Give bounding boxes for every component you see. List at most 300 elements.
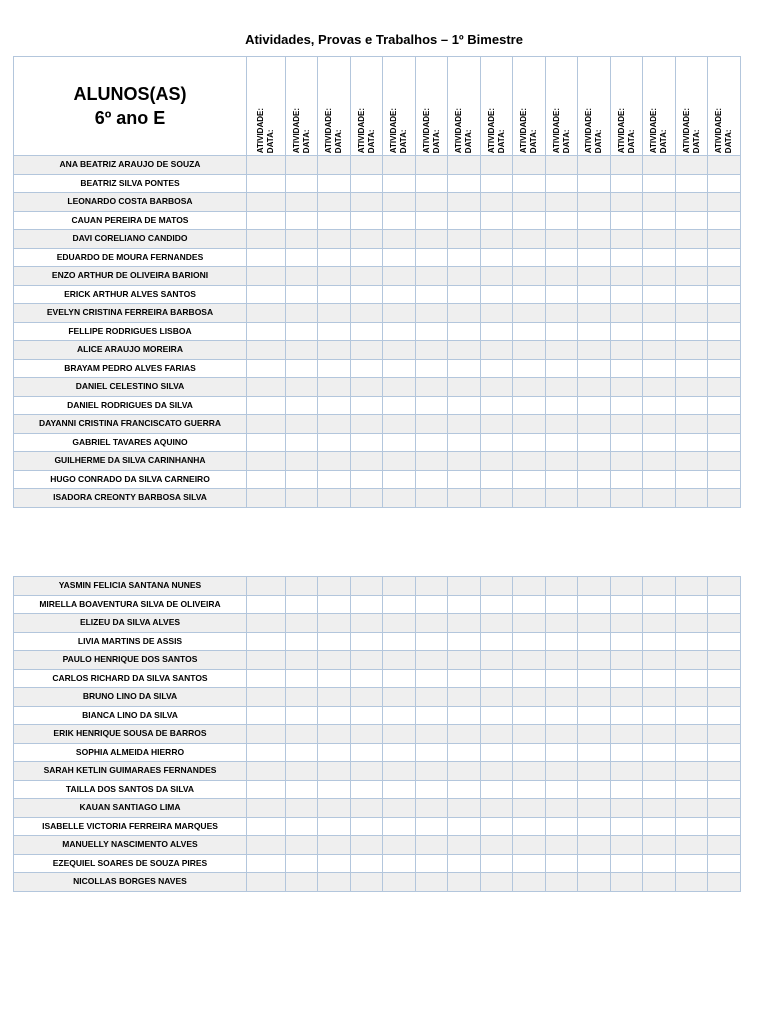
grade-cell[interactable] xyxy=(513,174,546,193)
grade-cell[interactable] xyxy=(481,873,513,892)
grade-cell[interactable] xyxy=(643,230,676,249)
grade-cell[interactable] xyxy=(578,156,611,175)
grade-cell[interactable] xyxy=(546,396,578,415)
grade-cell[interactable] xyxy=(676,211,708,230)
grade-cell[interactable] xyxy=(546,817,578,836)
grade-cell[interactable] xyxy=(286,230,318,249)
grade-cell[interactable] xyxy=(383,836,416,855)
grade-cell[interactable] xyxy=(578,651,611,670)
grade-cell[interactable] xyxy=(513,378,546,397)
grade-cell[interactable] xyxy=(416,854,448,873)
grade-cell[interactable] xyxy=(318,415,351,434)
grade-cell[interactable] xyxy=(318,285,351,304)
grade-cell[interactable] xyxy=(643,780,676,799)
grade-cell[interactable] xyxy=(448,651,481,670)
grade-cell[interactable] xyxy=(247,743,286,762)
grade-cell[interactable] xyxy=(481,433,513,452)
grade-cell[interactable] xyxy=(448,304,481,323)
grade-cell[interactable] xyxy=(286,669,318,688)
grade-cell[interactable] xyxy=(351,725,383,744)
grade-cell[interactable] xyxy=(383,341,416,360)
grade-cell[interactable] xyxy=(247,873,286,892)
grade-cell[interactable] xyxy=(286,743,318,762)
grade-cell[interactable] xyxy=(481,577,513,596)
grade-cell[interactable] xyxy=(318,799,351,818)
grade-cell[interactable] xyxy=(481,614,513,633)
grade-cell[interactable] xyxy=(611,817,643,836)
grade-cell[interactable] xyxy=(448,873,481,892)
grade-cell[interactable] xyxy=(247,817,286,836)
grade-cell[interactable] xyxy=(383,743,416,762)
grade-cell[interactable] xyxy=(676,614,708,633)
grade-cell[interactable] xyxy=(546,854,578,873)
grade-cell[interactable] xyxy=(546,632,578,651)
grade-cell[interactable] xyxy=(611,267,643,286)
grade-cell[interactable] xyxy=(318,267,351,286)
grade-cell[interactable] xyxy=(448,156,481,175)
grade-cell[interactable] xyxy=(448,799,481,818)
grade-cell[interactable] xyxy=(578,743,611,762)
grade-cell[interactable] xyxy=(383,174,416,193)
grade-cell[interactable] xyxy=(416,817,448,836)
grade-cell[interactable] xyxy=(481,836,513,855)
grade-cell[interactable] xyxy=(481,799,513,818)
grade-cell[interactable] xyxy=(383,304,416,323)
grade-cell[interactable] xyxy=(676,706,708,725)
grade-cell[interactable] xyxy=(578,799,611,818)
grade-cell[interactable] xyxy=(643,341,676,360)
grade-cell[interactable] xyxy=(416,651,448,670)
grade-cell[interactable] xyxy=(318,725,351,744)
grade-cell[interactable] xyxy=(708,174,741,193)
grade-cell[interactable] xyxy=(247,433,286,452)
grade-cell[interactable] xyxy=(286,780,318,799)
grade-cell[interactable] xyxy=(448,854,481,873)
grade-cell[interactable] xyxy=(448,193,481,212)
grade-cell[interactable] xyxy=(481,706,513,725)
grade-cell[interactable] xyxy=(643,396,676,415)
grade-cell[interactable] xyxy=(351,873,383,892)
grade-cell[interactable] xyxy=(611,489,643,508)
grade-cell[interactable] xyxy=(643,706,676,725)
grade-cell[interactable] xyxy=(351,267,383,286)
grade-cell[interactable] xyxy=(513,799,546,818)
grade-cell[interactable] xyxy=(676,799,708,818)
grade-cell[interactable] xyxy=(286,341,318,360)
grade-cell[interactable] xyxy=(513,433,546,452)
grade-cell[interactable] xyxy=(247,725,286,744)
grade-cell[interactable] xyxy=(611,762,643,781)
grade-cell[interactable] xyxy=(708,836,741,855)
grade-cell[interactable] xyxy=(416,230,448,249)
grade-cell[interactable] xyxy=(481,267,513,286)
grade-cell[interactable] xyxy=(708,854,741,873)
grade-cell[interactable] xyxy=(383,873,416,892)
grade-cell[interactable] xyxy=(611,341,643,360)
grade-cell[interactable] xyxy=(708,817,741,836)
grade-cell[interactable] xyxy=(513,452,546,471)
grade-cell[interactable] xyxy=(351,651,383,670)
grade-cell[interactable] xyxy=(481,285,513,304)
grade-cell[interactable] xyxy=(546,378,578,397)
grade-cell[interactable] xyxy=(351,577,383,596)
grade-cell[interactable] xyxy=(448,285,481,304)
grade-cell[interactable] xyxy=(318,341,351,360)
grade-cell[interactable] xyxy=(448,489,481,508)
grade-cell[interactable] xyxy=(286,415,318,434)
grade-cell[interactable] xyxy=(448,470,481,489)
grade-cell[interactable] xyxy=(416,285,448,304)
grade-cell[interactable] xyxy=(383,817,416,836)
grade-cell[interactable] xyxy=(481,762,513,781)
grade-cell[interactable] xyxy=(448,595,481,614)
grade-cell[interactable] xyxy=(351,595,383,614)
grade-cell[interactable] xyxy=(578,193,611,212)
grade-cell[interactable] xyxy=(318,359,351,378)
grade-cell[interactable] xyxy=(448,433,481,452)
grade-cell[interactable] xyxy=(286,651,318,670)
grade-cell[interactable] xyxy=(416,688,448,707)
grade-cell[interactable] xyxy=(351,669,383,688)
grade-cell[interactable] xyxy=(318,378,351,397)
grade-cell[interactable] xyxy=(513,470,546,489)
grade-cell[interactable] xyxy=(676,230,708,249)
grade-cell[interactable] xyxy=(611,285,643,304)
grade-cell[interactable] xyxy=(416,248,448,267)
grade-cell[interactable] xyxy=(247,174,286,193)
grade-cell[interactable] xyxy=(611,470,643,489)
grade-cell[interactable] xyxy=(676,433,708,452)
grade-cell[interactable] xyxy=(578,230,611,249)
grade-cell[interactable] xyxy=(318,489,351,508)
grade-cell[interactable] xyxy=(578,614,611,633)
grade-cell[interactable] xyxy=(383,396,416,415)
grade-cell[interactable] xyxy=(416,780,448,799)
grade-cell[interactable] xyxy=(318,706,351,725)
grade-cell[interactable] xyxy=(247,193,286,212)
grade-cell[interactable] xyxy=(383,762,416,781)
grade-cell[interactable] xyxy=(481,854,513,873)
grade-cell[interactable] xyxy=(481,780,513,799)
grade-cell[interactable] xyxy=(513,267,546,286)
grade-cell[interactable] xyxy=(611,595,643,614)
grade-cell[interactable] xyxy=(383,193,416,212)
grade-cell[interactable] xyxy=(448,669,481,688)
grade-cell[interactable] xyxy=(351,285,383,304)
grade-cell[interactable] xyxy=(546,743,578,762)
grade-cell[interactable] xyxy=(318,230,351,249)
grade-cell[interactable] xyxy=(318,193,351,212)
grade-cell[interactable] xyxy=(481,359,513,378)
grade-cell[interactable] xyxy=(611,873,643,892)
grade-cell[interactable] xyxy=(578,341,611,360)
grade-cell[interactable] xyxy=(383,322,416,341)
grade-cell[interactable] xyxy=(416,595,448,614)
grade-cell[interactable] xyxy=(481,322,513,341)
grade-cell[interactable] xyxy=(578,248,611,267)
grade-cell[interactable] xyxy=(247,211,286,230)
grade-cell[interactable] xyxy=(676,854,708,873)
grade-cell[interactable] xyxy=(286,285,318,304)
grade-cell[interactable] xyxy=(448,322,481,341)
grade-cell[interactable] xyxy=(416,193,448,212)
grade-cell[interactable] xyxy=(351,706,383,725)
grade-cell[interactable] xyxy=(513,193,546,212)
grade-cell[interactable] xyxy=(513,669,546,688)
grade-cell[interactable] xyxy=(448,632,481,651)
grade-cell[interactable] xyxy=(708,651,741,670)
grade-cell[interactable] xyxy=(643,248,676,267)
grade-cell[interactable] xyxy=(643,193,676,212)
grade-cell[interactable] xyxy=(383,489,416,508)
grade-cell[interactable] xyxy=(318,836,351,855)
grade-cell[interactable] xyxy=(513,415,546,434)
grade-cell[interactable] xyxy=(481,415,513,434)
grade-cell[interactable] xyxy=(318,452,351,471)
grade-cell[interactable] xyxy=(351,614,383,633)
grade-cell[interactable] xyxy=(546,359,578,378)
grade-cell[interactable] xyxy=(708,285,741,304)
grade-cell[interactable] xyxy=(247,322,286,341)
grade-cell[interactable] xyxy=(247,651,286,670)
grade-cell[interactable] xyxy=(513,248,546,267)
grade-cell[interactable] xyxy=(676,378,708,397)
grade-cell[interactable] xyxy=(611,854,643,873)
grade-cell[interactable] xyxy=(247,854,286,873)
grade-cell[interactable] xyxy=(708,304,741,323)
grade-cell[interactable] xyxy=(247,341,286,360)
grade-cell[interactable] xyxy=(611,230,643,249)
grade-cell[interactable] xyxy=(286,267,318,286)
grade-cell[interactable] xyxy=(481,248,513,267)
grade-cell[interactable] xyxy=(481,669,513,688)
grade-cell[interactable] xyxy=(318,595,351,614)
grade-cell[interactable] xyxy=(286,725,318,744)
grade-cell[interactable] xyxy=(448,725,481,744)
grade-cell[interactable] xyxy=(448,452,481,471)
grade-cell[interactable] xyxy=(416,632,448,651)
grade-cell[interactable] xyxy=(318,396,351,415)
grade-cell[interactable] xyxy=(247,267,286,286)
grade-cell[interactable] xyxy=(708,267,741,286)
grade-cell[interactable] xyxy=(546,452,578,471)
grade-cell[interactable] xyxy=(676,817,708,836)
grade-cell[interactable] xyxy=(286,854,318,873)
grade-cell[interactable] xyxy=(481,470,513,489)
grade-cell[interactable] xyxy=(247,706,286,725)
grade-cell[interactable] xyxy=(578,211,611,230)
grade-cell[interactable] xyxy=(416,433,448,452)
grade-cell[interactable] xyxy=(708,322,741,341)
grade-cell[interactable] xyxy=(286,359,318,378)
grade-cell[interactable] xyxy=(643,211,676,230)
grade-cell[interactable] xyxy=(676,651,708,670)
grade-cell[interactable] xyxy=(247,780,286,799)
grade-cell[interactable] xyxy=(247,359,286,378)
grade-cell[interactable] xyxy=(247,688,286,707)
grade-cell[interactable] xyxy=(578,174,611,193)
grade-cell[interactable] xyxy=(247,762,286,781)
grade-cell[interactable] xyxy=(546,156,578,175)
grade-cell[interactable] xyxy=(351,359,383,378)
grade-cell[interactable] xyxy=(351,415,383,434)
grade-cell[interactable] xyxy=(351,433,383,452)
grade-cell[interactable] xyxy=(546,415,578,434)
grade-cell[interactable] xyxy=(611,396,643,415)
grade-cell[interactable] xyxy=(351,193,383,212)
grade-cell[interactable] xyxy=(286,873,318,892)
grade-cell[interactable] xyxy=(481,396,513,415)
grade-cell[interactable] xyxy=(416,762,448,781)
grade-cell[interactable] xyxy=(676,248,708,267)
grade-cell[interactable] xyxy=(318,577,351,596)
grade-cell[interactable] xyxy=(247,632,286,651)
grade-cell[interactable] xyxy=(383,230,416,249)
grade-cell[interactable] xyxy=(578,706,611,725)
grade-cell[interactable] xyxy=(318,174,351,193)
grade-cell[interactable] xyxy=(546,193,578,212)
grade-cell[interactable] xyxy=(416,470,448,489)
grade-cell[interactable] xyxy=(676,396,708,415)
grade-cell[interactable] xyxy=(286,489,318,508)
grade-cell[interactable] xyxy=(513,614,546,633)
grade-cell[interactable] xyxy=(643,156,676,175)
grade-cell[interactable] xyxy=(286,614,318,633)
grade-cell[interactable] xyxy=(546,595,578,614)
grade-cell[interactable] xyxy=(448,817,481,836)
grade-cell[interactable] xyxy=(383,854,416,873)
grade-cell[interactable] xyxy=(351,322,383,341)
grade-cell[interactable] xyxy=(383,378,416,397)
grade-cell[interactable] xyxy=(643,614,676,633)
grade-cell[interactable] xyxy=(643,322,676,341)
grade-cell[interactable] xyxy=(546,725,578,744)
grade-cell[interactable] xyxy=(481,230,513,249)
grade-cell[interactable] xyxy=(546,799,578,818)
grade-cell[interactable] xyxy=(286,433,318,452)
grade-cell[interactable] xyxy=(611,304,643,323)
grade-cell[interactable] xyxy=(481,304,513,323)
grade-cell[interactable] xyxy=(286,304,318,323)
grade-cell[interactable] xyxy=(318,817,351,836)
grade-cell[interactable] xyxy=(448,396,481,415)
grade-cell[interactable] xyxy=(416,341,448,360)
grade-cell[interactable] xyxy=(448,762,481,781)
grade-cell[interactable] xyxy=(383,248,416,267)
grade-cell[interactable] xyxy=(481,156,513,175)
grade-cell[interactable] xyxy=(351,799,383,818)
grade-cell[interactable] xyxy=(247,836,286,855)
grade-cell[interactable] xyxy=(416,396,448,415)
grade-cell[interactable] xyxy=(546,248,578,267)
grade-cell[interactable] xyxy=(611,156,643,175)
grade-cell[interactable] xyxy=(448,359,481,378)
grade-cell[interactable] xyxy=(643,452,676,471)
grade-cell[interactable] xyxy=(611,452,643,471)
grade-cell[interactable] xyxy=(611,651,643,670)
grade-cell[interactable] xyxy=(247,304,286,323)
grade-cell[interactable] xyxy=(546,489,578,508)
grade-cell[interactable] xyxy=(513,762,546,781)
grade-cell[interactable] xyxy=(286,595,318,614)
grade-cell[interactable] xyxy=(708,378,741,397)
grade-cell[interactable] xyxy=(513,595,546,614)
grade-cell[interactable] xyxy=(643,725,676,744)
grade-cell[interactable] xyxy=(351,632,383,651)
grade-cell[interactable] xyxy=(513,725,546,744)
grade-cell[interactable] xyxy=(643,489,676,508)
grade-cell[interactable] xyxy=(708,669,741,688)
grade-cell[interactable] xyxy=(448,174,481,193)
grade-cell[interactable] xyxy=(578,415,611,434)
grade-cell[interactable] xyxy=(676,322,708,341)
grade-cell[interactable] xyxy=(643,854,676,873)
grade-cell[interactable] xyxy=(708,396,741,415)
grade-cell[interactable] xyxy=(383,285,416,304)
grade-cell[interactable] xyxy=(546,174,578,193)
grade-cell[interactable] xyxy=(676,452,708,471)
grade-cell[interactable] xyxy=(708,762,741,781)
grade-cell[interactable] xyxy=(383,211,416,230)
grade-cell[interactable] xyxy=(676,156,708,175)
grade-cell[interactable] xyxy=(247,614,286,633)
grade-cell[interactable] xyxy=(708,156,741,175)
grade-cell[interactable] xyxy=(611,193,643,212)
grade-cell[interactable] xyxy=(247,378,286,397)
grade-cell[interactable] xyxy=(481,632,513,651)
grade-cell[interactable] xyxy=(286,322,318,341)
grade-cell[interactable] xyxy=(546,211,578,230)
grade-cell[interactable] xyxy=(481,211,513,230)
grade-cell[interactable] xyxy=(416,322,448,341)
grade-cell[interactable] xyxy=(383,706,416,725)
grade-cell[interactable] xyxy=(578,452,611,471)
grade-cell[interactable] xyxy=(578,577,611,596)
grade-cell[interactable] xyxy=(383,632,416,651)
grade-cell[interactable] xyxy=(611,433,643,452)
grade-cell[interactable] xyxy=(481,817,513,836)
grade-cell[interactable] xyxy=(351,304,383,323)
grade-cell[interactable] xyxy=(676,595,708,614)
grade-cell[interactable] xyxy=(416,577,448,596)
grade-cell[interactable] xyxy=(481,489,513,508)
grade-cell[interactable] xyxy=(383,577,416,596)
grade-cell[interactable] xyxy=(546,341,578,360)
grade-cell[interactable] xyxy=(676,285,708,304)
grade-cell[interactable] xyxy=(708,489,741,508)
grade-cell[interactable] xyxy=(676,743,708,762)
grade-cell[interactable] xyxy=(318,669,351,688)
grade-cell[interactable] xyxy=(351,836,383,855)
grade-cell[interactable] xyxy=(416,614,448,633)
grade-cell[interactable] xyxy=(513,632,546,651)
grade-cell[interactable] xyxy=(611,577,643,596)
grade-cell[interactable] xyxy=(318,632,351,651)
grade-cell[interactable] xyxy=(513,817,546,836)
grade-cell[interactable] xyxy=(351,341,383,360)
grade-cell[interactable] xyxy=(416,174,448,193)
grade-cell[interactable] xyxy=(578,378,611,397)
grade-cell[interactable] xyxy=(416,415,448,434)
grade-cell[interactable] xyxy=(481,174,513,193)
grade-cell[interactable] xyxy=(383,359,416,378)
grade-cell[interactable] xyxy=(643,632,676,651)
grade-cell[interactable] xyxy=(481,452,513,471)
grade-cell[interactable] xyxy=(351,780,383,799)
grade-cell[interactable] xyxy=(513,359,546,378)
grade-cell[interactable] xyxy=(546,230,578,249)
grade-cell[interactable] xyxy=(643,762,676,781)
